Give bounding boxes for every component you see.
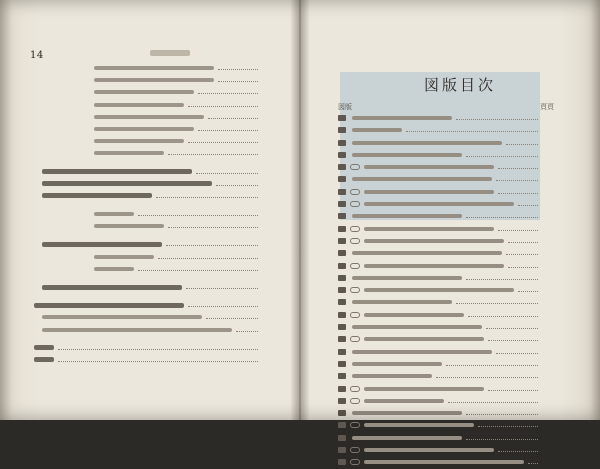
entry-page-placeholder (542, 261, 560, 271)
sub-item-marker (350, 447, 360, 453)
dot-leader (496, 180, 538, 181)
dot-leader (166, 245, 258, 246)
entry-page-placeholder (542, 211, 560, 221)
dot-leader (466, 414, 538, 415)
dot-leader (518, 291, 538, 292)
entry-page-placeholder (262, 112, 284, 122)
dot-leader (168, 227, 258, 228)
dot-leader (198, 93, 258, 94)
dot-leader (456, 119, 538, 120)
dot-leader (218, 69, 258, 70)
entry-page-placeholder (542, 199, 560, 209)
plate-numeral-placeholder (338, 447, 346, 453)
entry-page-placeholder (542, 236, 560, 246)
entry-text-placeholder (94, 78, 214, 82)
plate-entry (338, 161, 560, 173)
entry-page-placeholder (262, 343, 284, 353)
entry-page-placeholder (542, 433, 560, 443)
plate-entry (338, 235, 560, 247)
contents-entry (34, 354, 284, 366)
dot-leader (466, 217, 538, 218)
plate-entry (338, 173, 560, 185)
entry-page-placeholder (262, 179, 284, 189)
entry-page-placeholder (542, 138, 560, 148)
entry-page-placeholder (542, 322, 560, 332)
plate-entry (338, 186, 560, 198)
entry-text-placeholder (352, 128, 402, 132)
entry-page-placeholder (542, 457, 560, 467)
contents-entry (34, 238, 284, 250)
dot-leader (216, 185, 258, 186)
dot-leader (508, 267, 538, 268)
plate-numeral-placeholder (338, 189, 346, 195)
sub-item-marker (350, 386, 360, 392)
entry-text-placeholder (94, 90, 194, 94)
entry-page-placeholder (262, 87, 284, 97)
sub-item-marker (350, 312, 360, 318)
entry-text-placeholder (352, 325, 482, 329)
entry-text-placeholder (42, 193, 152, 198)
entry-page-placeholder (262, 124, 284, 134)
entry-text-placeholder (364, 423, 474, 427)
entry-page-placeholder (542, 359, 560, 369)
entry-text-placeholder (42, 328, 232, 332)
entry-text-placeholder (364, 190, 494, 194)
sub-item-marker (350, 398, 360, 404)
entry-text-placeholder (94, 127, 194, 131)
plate-numeral-placeholder (338, 250, 346, 256)
sub-item-marker (350, 189, 360, 195)
entry-page-placeholder (542, 224, 560, 234)
entry-text-placeholder (94, 103, 184, 107)
plate-entry (338, 284, 560, 296)
dot-leader (466, 156, 538, 157)
plate-numeral-placeholder (338, 127, 346, 133)
dot-leader (156, 197, 258, 198)
left-page (0, 0, 296, 420)
entry-page-placeholder (262, 100, 284, 110)
entry-page-placeholder (542, 162, 560, 172)
dot-leader (446, 365, 538, 366)
plate-entry (338, 370, 560, 382)
entry-page-placeholder (262, 252, 284, 262)
entry-text-placeholder (364, 239, 504, 243)
entry-text-placeholder (42, 181, 212, 186)
entry-text-placeholder (42, 242, 162, 247)
entry-text-placeholder (364, 337, 484, 341)
dot-leader (188, 142, 258, 143)
entry-page-placeholder (542, 310, 560, 320)
contents-entry (34, 220, 284, 232)
entry-text-placeholder (42, 315, 202, 319)
dot-leader (186, 288, 258, 289)
entry-text-placeholder (364, 460, 524, 464)
entry-page-placeholder (262, 282, 284, 292)
plate-numeral-placeholder (338, 201, 346, 207)
entry-text-placeholder (364, 165, 494, 169)
entry-page-placeholder (542, 408, 560, 418)
plate-numeral-placeholder (338, 299, 346, 305)
entry-text-placeholder (364, 202, 514, 206)
entry-text-placeholder (34, 303, 184, 308)
entry-page-placeholder (262, 312, 284, 322)
entry-page-placeholder (542, 248, 560, 258)
entry-text-placeholder (364, 313, 464, 317)
plate-numeral-placeholder (338, 386, 346, 392)
plate-entry (338, 198, 560, 210)
entry-text-placeholder (94, 115, 204, 119)
contents-entry (34, 99, 284, 111)
running-head-placeholder (150, 50, 190, 56)
entry-text-placeholder (352, 116, 452, 120)
plate-entry (338, 383, 560, 395)
plate-column-label: 図版 (338, 103, 352, 111)
plate-numeral-placeholder (338, 176, 346, 182)
dot-leader (168, 154, 258, 155)
dot-leader (528, 463, 538, 464)
entry-text-placeholder (352, 276, 462, 280)
entry-page-placeholder (262, 209, 284, 219)
entry-text-placeholder (352, 350, 492, 354)
contents-entry (34, 342, 284, 354)
dot-leader (208, 118, 258, 119)
entry-text-placeholder (94, 224, 164, 228)
contents-entry (34, 263, 284, 275)
entry-text-placeholder (352, 436, 462, 440)
plate-numeral-placeholder (338, 336, 346, 342)
dot-leader (456, 303, 538, 304)
entry-text-placeholder (364, 288, 514, 292)
dot-leader (498, 230, 538, 231)
plate-numeral-placeholder (338, 459, 346, 465)
plate-numeral-placeholder (338, 152, 346, 158)
plate-entry (338, 407, 560, 419)
dot-leader (498, 193, 538, 194)
entry-text-placeholder (34, 357, 54, 362)
dot-leader (466, 439, 538, 440)
contents-entry (34, 208, 284, 220)
contents-entry (34, 135, 284, 147)
plate-entry (338, 260, 560, 272)
entry-page-placeholder (262, 148, 284, 158)
entry-text-placeholder (94, 139, 184, 143)
plate-entry (338, 247, 560, 259)
dot-leader (58, 349, 258, 350)
entry-text-placeholder (352, 153, 462, 157)
plate-numeral-placeholder (338, 226, 346, 232)
plate-numeral-placeholder (338, 140, 346, 146)
dot-leader (188, 306, 258, 307)
plate-numeral-placeholder (338, 410, 346, 416)
entry-text-placeholder (34, 345, 54, 350)
entry-page-placeholder (262, 221, 284, 231)
dot-leader (206, 318, 258, 319)
entry-page-placeholder (542, 150, 560, 160)
contents-entry (34, 166, 284, 178)
entry-page-placeholder (542, 384, 560, 394)
plate-entry (338, 346, 560, 358)
entry-page-placeholder (542, 334, 560, 344)
entry-text-placeholder (352, 300, 452, 304)
entry-page-placeholder (542, 297, 560, 307)
plate-numeral-placeholder (338, 373, 346, 379)
plate-entry (338, 444, 560, 456)
dot-leader (468, 316, 538, 317)
plate-numeral-placeholder (338, 422, 346, 428)
dot-leader (506, 144, 538, 145)
plate-entry (338, 419, 560, 431)
entry-page-placeholder (262, 136, 284, 146)
plate-list (338, 112, 560, 469)
dot-leader (488, 340, 538, 341)
plate-numeral-placeholder (338, 398, 346, 404)
entry-page-placeholder (262, 355, 284, 365)
entry-page-placeholder (542, 347, 560, 357)
contents-entry (34, 324, 284, 336)
contents-entry (34, 86, 284, 98)
dot-leader (498, 168, 538, 169)
dot-leader (58, 361, 258, 362)
plate-entry (338, 112, 560, 124)
entry-text-placeholder (94, 212, 134, 216)
dot-leader (486, 328, 538, 329)
plate-entry (338, 456, 560, 468)
entry-page-placeholder (262, 167, 284, 177)
entry-text-placeholder (42, 285, 182, 290)
plate-entry (338, 149, 560, 161)
contents-entry (34, 190, 284, 202)
sub-item-marker (350, 263, 360, 269)
entry-text-placeholder (94, 151, 164, 155)
plate-numeral-placeholder (338, 275, 346, 281)
contents-entry (34, 178, 284, 190)
entry-text-placeholder (364, 387, 484, 391)
plate-entry (338, 432, 560, 444)
page-number: 14 (30, 50, 44, 61)
entry-page-placeholder (262, 63, 284, 73)
entry-page-placeholder (542, 420, 560, 430)
plate-numeral-placeholder (338, 435, 346, 441)
entry-page-placeholder (542, 371, 560, 381)
sub-item-marker (350, 201, 360, 207)
plate-entry (338, 223, 560, 235)
contents-list (34, 62, 284, 366)
entry-text-placeholder (364, 264, 504, 268)
entry-page-placeholder (262, 264, 284, 274)
entry-text-placeholder (352, 177, 492, 181)
plate-entry (338, 137, 560, 149)
plate-numeral-placeholder (338, 349, 346, 355)
contents-entry (34, 251, 284, 263)
contents-entry (34, 311, 284, 323)
plate-entry (338, 395, 560, 407)
plate-entry (338, 358, 560, 370)
dot-leader (158, 258, 258, 259)
dot-leader (196, 173, 258, 174)
entry-page-placeholder (262, 191, 284, 201)
entry-page-placeholder (542, 113, 560, 123)
dot-leader (518, 205, 538, 206)
sub-item-marker (350, 164, 360, 170)
dot-leader (198, 130, 258, 131)
plate-entry (338, 210, 560, 222)
dot-leader (466, 279, 538, 280)
dot-leader (138, 215, 258, 216)
entry-text-placeholder (352, 374, 432, 378)
plate-numeral-placeholder (338, 238, 346, 244)
sub-item-marker (350, 287, 360, 293)
contents-entry (34, 299, 284, 311)
plate-numeral-placeholder (338, 361, 346, 367)
sub-item-marker (350, 422, 360, 428)
entry-text-placeholder (352, 141, 502, 145)
dot-leader (508, 242, 538, 243)
plate-entry (338, 272, 560, 284)
entry-text-placeholder (352, 411, 462, 415)
entry-text-placeholder (364, 227, 494, 231)
entry-text-placeholder (42, 169, 192, 174)
plate-entry (338, 321, 560, 333)
entry-page-placeholder (542, 174, 560, 184)
plate-list-title: 図版目次 (423, 76, 496, 94)
entry-page-placeholder (262, 75, 284, 85)
sub-item-marker (350, 226, 360, 232)
sub-item-marker (350, 459, 360, 465)
dot-leader (138, 270, 258, 271)
entry-page-placeholder (262, 300, 284, 310)
dot-leader (406, 131, 538, 132)
contents-entry (34, 74, 284, 86)
sub-item-marker (350, 336, 360, 342)
sub-item-marker (350, 238, 360, 244)
dot-leader (498, 451, 538, 452)
contents-entry (34, 111, 284, 123)
entry-text-placeholder (94, 267, 134, 271)
plate-entry (338, 309, 560, 321)
entry-text-placeholder (352, 214, 462, 218)
entry-text-placeholder (94, 66, 214, 70)
dot-leader (506, 254, 538, 255)
entry-page-placeholder (542, 396, 560, 406)
entry-page-placeholder (262, 325, 284, 335)
contents-entry (34, 123, 284, 135)
contents-entry (34, 281, 284, 293)
plate-entry (338, 124, 560, 136)
entry-page-placeholder (542, 285, 560, 295)
dot-leader (478, 426, 538, 427)
dot-leader (188, 106, 258, 107)
plate-numeral-placeholder (338, 263, 346, 269)
entry-text-placeholder (364, 399, 444, 403)
page-column-label: 頁頁 (540, 103, 554, 111)
dot-leader (496, 353, 538, 354)
entry-text-placeholder (94, 255, 154, 259)
dot-leader (448, 402, 538, 403)
dot-leader (488, 390, 538, 391)
dot-leader (218, 81, 258, 82)
plate-numeral-placeholder (338, 164, 346, 170)
entry-page-placeholder (262, 239, 284, 249)
entry-page-placeholder (542, 273, 560, 283)
entry-text-placeholder (352, 251, 502, 255)
plate-numeral-placeholder (338, 115, 346, 121)
entry-page-placeholder (542, 445, 560, 455)
entry-page-placeholder (542, 187, 560, 197)
entry-text-placeholder (364, 448, 494, 452)
dot-leader (236, 331, 258, 332)
contents-entry (34, 147, 284, 159)
entry-text-placeholder (352, 362, 442, 366)
entry-page-placeholder (542, 125, 560, 135)
plate-numeral-placeholder (338, 324, 346, 330)
plate-numeral-placeholder (338, 287, 346, 293)
plate-entry (338, 296, 560, 308)
plate-numeral-placeholder (338, 213, 346, 219)
plate-numeral-placeholder (338, 312, 346, 318)
plate-entry (338, 333, 560, 345)
contents-entry (34, 62, 284, 74)
dot-leader (436, 377, 538, 378)
